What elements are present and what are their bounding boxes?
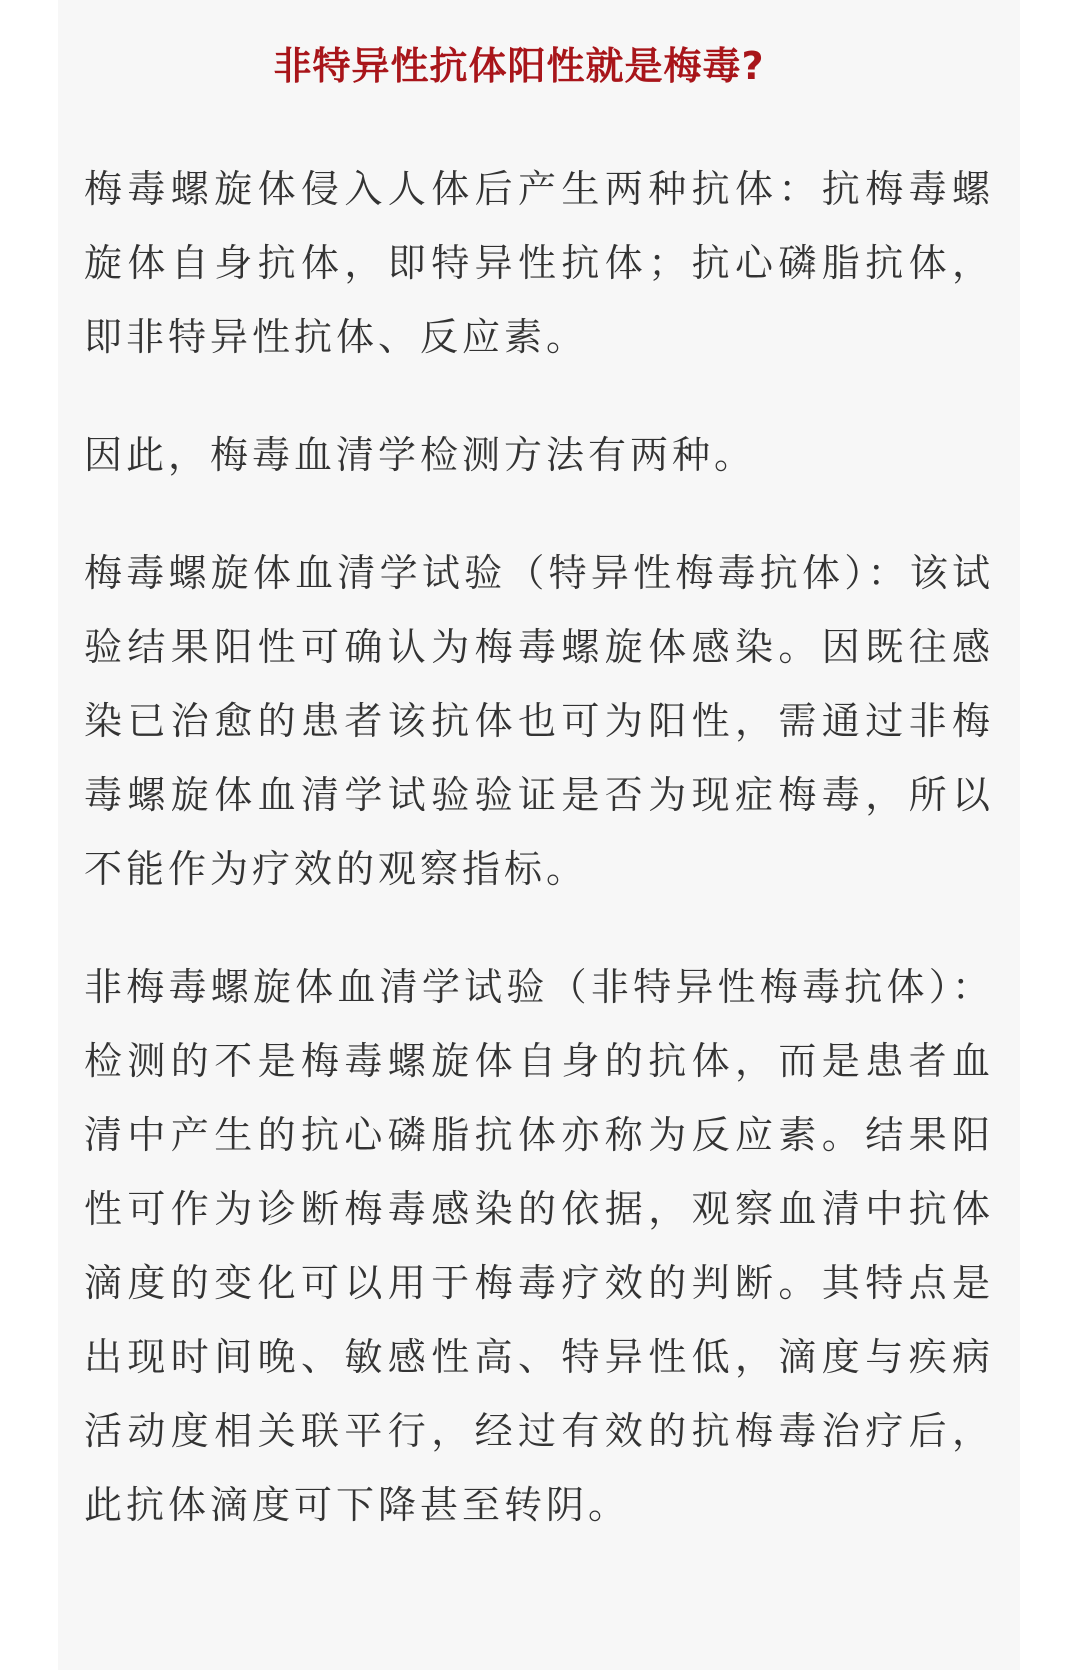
paragraph-antibody-types: 梅毒螺旋体侵入人体后产生两种抗体：抗梅毒螺旋体自身抗体，即特异性抗体；抗心磷脂抗体，即非特异性抗体、反应素。 [84, 167, 994, 359]
paragraph-treponemal-test: 梅毒螺旋体血清学试验（特异性梅毒抗体）：该试验结果阳性可确认为梅毒螺旋体感染。因既往感染已治愈的患者该抗体也可为阳性，需通过非梅毒螺旋体血清学试验验证是否为现症梅毒，所以不能作为疗效的观察指标。 [84, 551, 994, 891]
article-body [84, 152, 994, 1586]
paragraph-nontreponemal-test: 非梅毒螺旋体血清学试验（非特异性梅毒抗体）：检测的不是梅毒螺旋体自身的抗体，而是患者血清中产生的抗心磷脂抗体亦称为反应素。结果阳性可作为诊断梅毒感染的依据，观察血清中抗体滴度的变化可以用于梅毒疗效的判断。其特点是出现时间晚、敏感性高、特异性低，滴度与疾病活动度相关联平行，经过有效的抗梅毒治疗后，此抗体滴度可下降甚至转阴。 [84, 965, 994, 1527]
article-title: 非特异性抗体阳性就是梅毒? [273, 44, 765, 88]
paragraph-detection-methods: 因此，梅毒血清学检测方法有两种。 [84, 433, 757, 477]
